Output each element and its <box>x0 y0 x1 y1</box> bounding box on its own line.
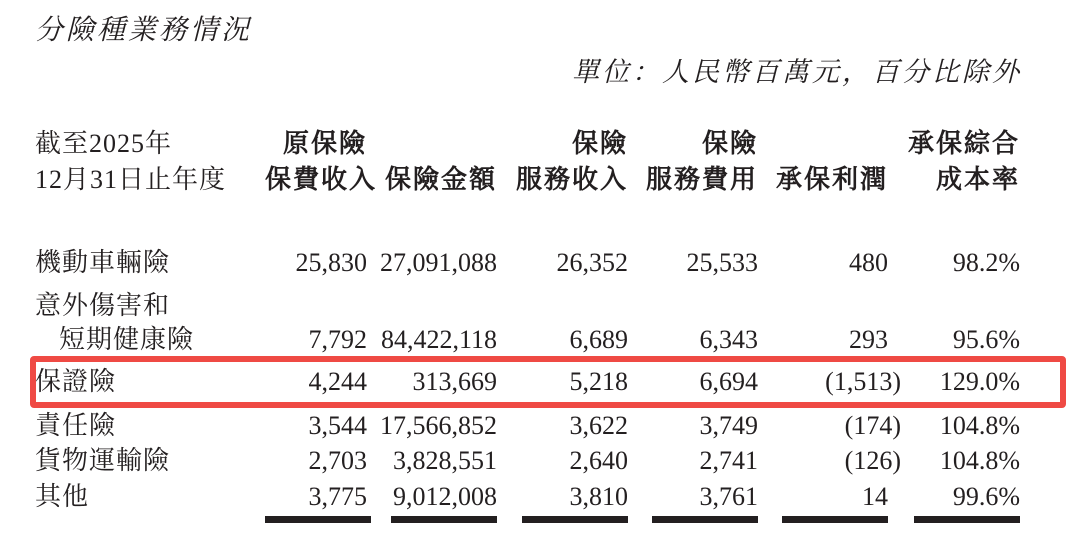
cell-combined-ratio: 98.2% <box>952 248 1020 277</box>
cell-premium: 7,792 <box>308 325 367 354</box>
cell-insured-amount: 3,828,551 <box>393 446 497 475</box>
cell-premium: 4,244 <box>308 367 367 396</box>
row-label: 短期健康險 <box>59 325 195 354</box>
header-insured-amount-line2: 保險金額 <box>384 165 497 194</box>
cell-service-revenue: 6,689 <box>569 325 628 354</box>
cell-service-expense: 2,741 <box>699 446 758 475</box>
cell-combined-ratio: 129.0% <box>939 367 1020 396</box>
cell-service-expense: 25,533 <box>686 248 758 277</box>
header-premium-line2: 保費收入 <box>265 165 378 194</box>
cell-underwriting-profit: (126) <box>844 446 901 475</box>
cell-premium: 25,830 <box>295 248 367 277</box>
cell-combined-ratio: 99.6% <box>952 482 1020 511</box>
table-row-accident-health-label <box>35 288 1020 324</box>
table-row-cargo <box>35 443 1020 479</box>
cell-combined-ratio: 95.6% <box>952 325 1020 354</box>
row-label: 其他 <box>35 482 90 511</box>
cell-underwriting-profit: 14 <box>862 482 888 511</box>
row-label: 意外傷害和 <box>35 291 171 320</box>
double-rule <box>782 516 888 523</box>
row-label: 貨物運輸險 <box>35 446 171 475</box>
header-underwriting-profit-line2: 承保利潤 <box>775 165 888 194</box>
cell-service-expense: 6,694 <box>699 367 758 396</box>
cell-combined-ratio: 104.8% <box>939 446 1020 475</box>
double-rule <box>522 516 628 523</box>
cell-service-revenue: 5,218 <box>569 367 628 396</box>
header-service-expense-line1: 保險 <box>701 129 758 158</box>
header-combined-ratio-line1: 承保綜合 <box>907 129 1020 158</box>
cell-service-revenue: 2,640 <box>569 446 628 475</box>
cell-underwriting-profit: (1,513) <box>825 367 901 396</box>
cell-service-revenue: 3,622 <box>569 411 628 440</box>
cell-insured-amount: 84,422,118 <box>380 325 497 354</box>
header-underwriting-profit-line1 <box>758 126 888 162</box>
cell-combined-ratio: 104.8% <box>939 411 1020 440</box>
table-header-row-1 <box>35 126 1020 162</box>
header-premium-line1: 原保險 <box>282 129 367 158</box>
cell-service-expense: 3,749 <box>699 411 758 440</box>
cell-premium: 2,703 <box>308 446 367 475</box>
table-row-accident-health <box>35 322 1020 358</box>
cell-service-revenue: 26,352 <box>556 248 628 277</box>
table-row-motor <box>35 245 1020 281</box>
cell-premium: 3,544 <box>308 411 367 440</box>
table-header-row-2 <box>35 162 1020 198</box>
page-title: 分險種業務情況 <box>35 15 253 46</box>
table-row-guarantee <box>35 364 1020 400</box>
cell-service-expense: 3,761 <box>699 482 758 511</box>
header-service-expense-line2: 服務費用 <box>645 165 758 194</box>
cell-underwriting-profit: 480 <box>849 248 888 277</box>
row-label: 責任險 <box>35 411 117 440</box>
cell-underwriting-profit: (174) <box>844 411 901 440</box>
row-label: 機動車輛險 <box>35 248 171 277</box>
header-combined-ratio-line2: 成本率 <box>935 165 1020 194</box>
cell-insured-amount: 9,012,008 <box>393 482 497 511</box>
unit-note: 單位：人民幣百萬元，百分比除外 <box>572 57 1022 87</box>
header-service-revenue-line1: 保險 <box>571 129 628 158</box>
cell-insured-amount: 313,669 <box>412 367 497 396</box>
row-label: 保證險 <box>35 367 117 396</box>
double-rule <box>391 516 497 523</box>
cell-premium: 3,775 <box>308 482 367 511</box>
double-rule <box>652 516 758 523</box>
table-footer-rules <box>35 515 1020 527</box>
table-row-liability <box>35 408 1020 444</box>
cell-insured-amount: 17,566,852 <box>380 411 497 440</box>
double-rule <box>265 516 371 523</box>
table-row-others <box>35 479 1020 515</box>
cell-service-expense: 6,343 <box>699 325 758 354</box>
header-period-line2: 12月31日止年度 <box>35 165 227 194</box>
cell-insured-amount: 27,091,088 <box>380 248 497 277</box>
cell-underwriting-profit: 293 <box>849 325 888 354</box>
header-service-revenue-line2: 服務收入 <box>515 165 628 194</box>
header-insured-amount-line1 <box>367 126 497 162</box>
cell-service-revenue: 3,810 <box>569 482 628 511</box>
header-period-line1: 截至2025年 <box>35 129 173 158</box>
double-rule <box>914 516 1020 523</box>
